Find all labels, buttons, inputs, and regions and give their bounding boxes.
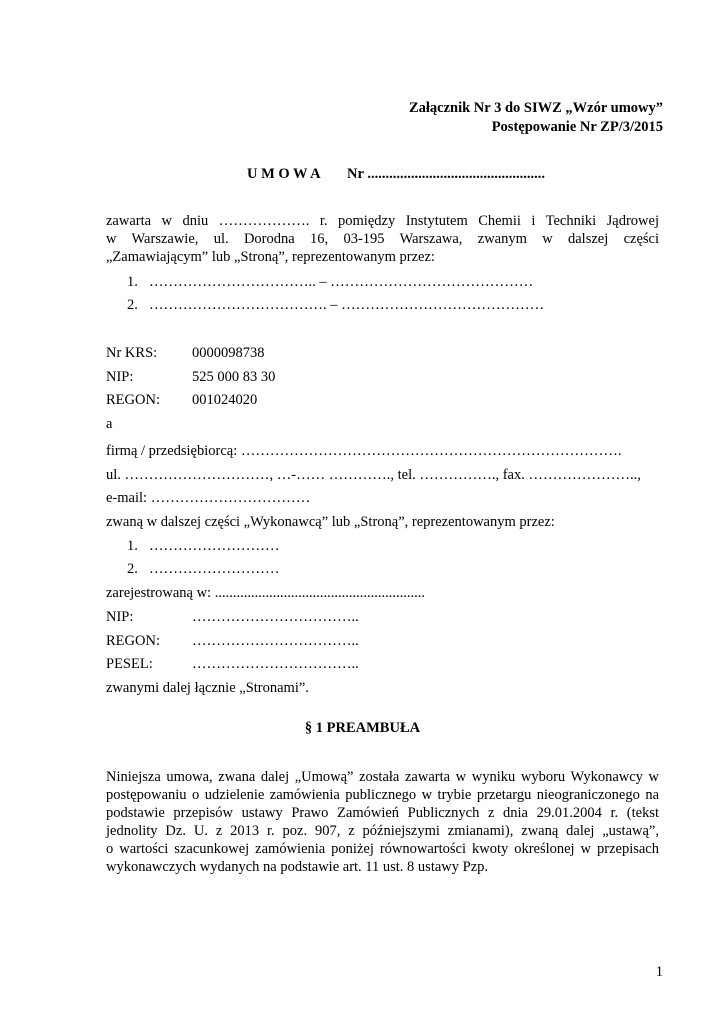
contractor-regon-value: ……………………………..: [192, 633, 359, 649]
contractor-company: firmą / przedsiębiorcą: …………………………………………………………………….: [106, 443, 622, 459]
preamble-line-2: postępowaniu o udzielenie zamówienia publicznego w trybie przetargu nieograniczonego na: [106, 787, 659, 803]
procedure-number: Postępowanie Nr ZP/3/2015: [491, 119, 663, 135]
preamble-line-6: wykonawczych wydanych na podstawie art. 11 ust. 8 ustawy Pzp.: [106, 859, 489, 875]
representative-text: ………………………: [149, 538, 280, 554]
list-number: 2.: [127, 561, 138, 577]
regon-value: 001024020: [192, 392, 258, 408]
contractor-representative-1: [127, 538, 280, 555]
contractor-registered: zarejestrowaną w: ..........................................................: [106, 585, 425, 601]
contractor-pesel-row: [106, 656, 359, 673]
contractor-pesel-value: ……………………………..: [192, 656, 359, 672]
page-number: 1: [655, 964, 663, 980]
conjunction: a: [106, 416, 113, 432]
representative-text: ………………………: [149, 561, 280, 577]
representative-2: [127, 297, 544, 314]
preamble-line-1: Niniejsza umowa, zwana dalej „Umową” została zawarta w wyniku wyboru Wykonawcy w: [106, 769, 659, 785]
nip-label: NIP:: [106, 369, 134, 385]
intro-line-3: „Zamawiającym” lub „Stroną”, reprezentowanym przez:: [106, 249, 435, 265]
section-heading: § 1 PREAMBUŁA: [304, 720, 421, 736]
krs-row: [106, 345, 265, 362]
preamble-line-3: podstawie przepisów ustawy Prawo Zamówień Publicznych z dnia 29.01.2004 r. (tekst: [106, 805, 659, 821]
contractor-nip-row: [106, 609, 359, 626]
preamble-line-5: o wartości szacunkowej zamówienia poniżej równowartości kwoty określonej w przepisach: [106, 841, 659, 857]
contractor-address: ul. …………………………, …-…… …………., tel. ……………., fax. …………………..,: [106, 467, 641, 483]
regon-label: REGON:: [106, 392, 160, 408]
intro-line-2: w Warszawie, ul. Dorodna 16, 03-195 Warszawa, zwanym w dalszej części: [106, 231, 659, 247]
nip-row: [106, 369, 275, 386]
contractor-regon-label: REGON:: [106, 633, 160, 649]
preamble-line-4: jednolity Dz. U. z 2013 r. poz. 907, z późniejszymi zmianami), zwaną dalej „ustawą”,: [106, 823, 659, 839]
contractor-nip-value: ……………………………..: [192, 609, 359, 625]
contractor-representative-2: [127, 561, 280, 578]
representative-text: …………………………….. – ……………………………………: [149, 274, 534, 290]
representative-text: ………………………………. – ……………………………………: [149, 297, 545, 313]
contractor-nip-label: NIP:: [106, 609, 134, 625]
krs-value: 0000098738: [192, 345, 265, 361]
contract-title: [247, 166, 545, 183]
nip-value: 525 000 83 30: [192, 369, 276, 385]
attachment-header: Załącznik Nr 3 do SIWZ „Wzór umowy”: [408, 100, 663, 116]
representative-1: [127, 274, 533, 291]
contractor-pesel-label: PESEL:: [106, 656, 153, 672]
contractor-regon-row: [106, 633, 359, 650]
contract-number: Nr .................................................: [347, 166, 545, 182]
contract-title-word: U M O W A: [247, 166, 320, 182]
regon-row: [106, 392, 257, 409]
parties-together: zwanymi dalej łącznie „Stronami”.: [106, 680, 309, 696]
list-number: 1.: [127, 274, 138, 290]
contractor-named: zwaną w dalszej części „Wykonawcą” lub „Stroną”, reprezentowanym przez:: [106, 514, 555, 530]
list-number: 2.: [127, 297, 138, 313]
contractor-email: e-mail: ……………………………: [106, 490, 311, 506]
list-number: 1.: [127, 538, 138, 554]
krs-label: Nr KRS:: [106, 345, 158, 361]
intro-line-1: zawarta w dniu ………………. r. pomiędzy Instytutem Chemii i Techniki Jądrowej: [106, 213, 659, 229]
